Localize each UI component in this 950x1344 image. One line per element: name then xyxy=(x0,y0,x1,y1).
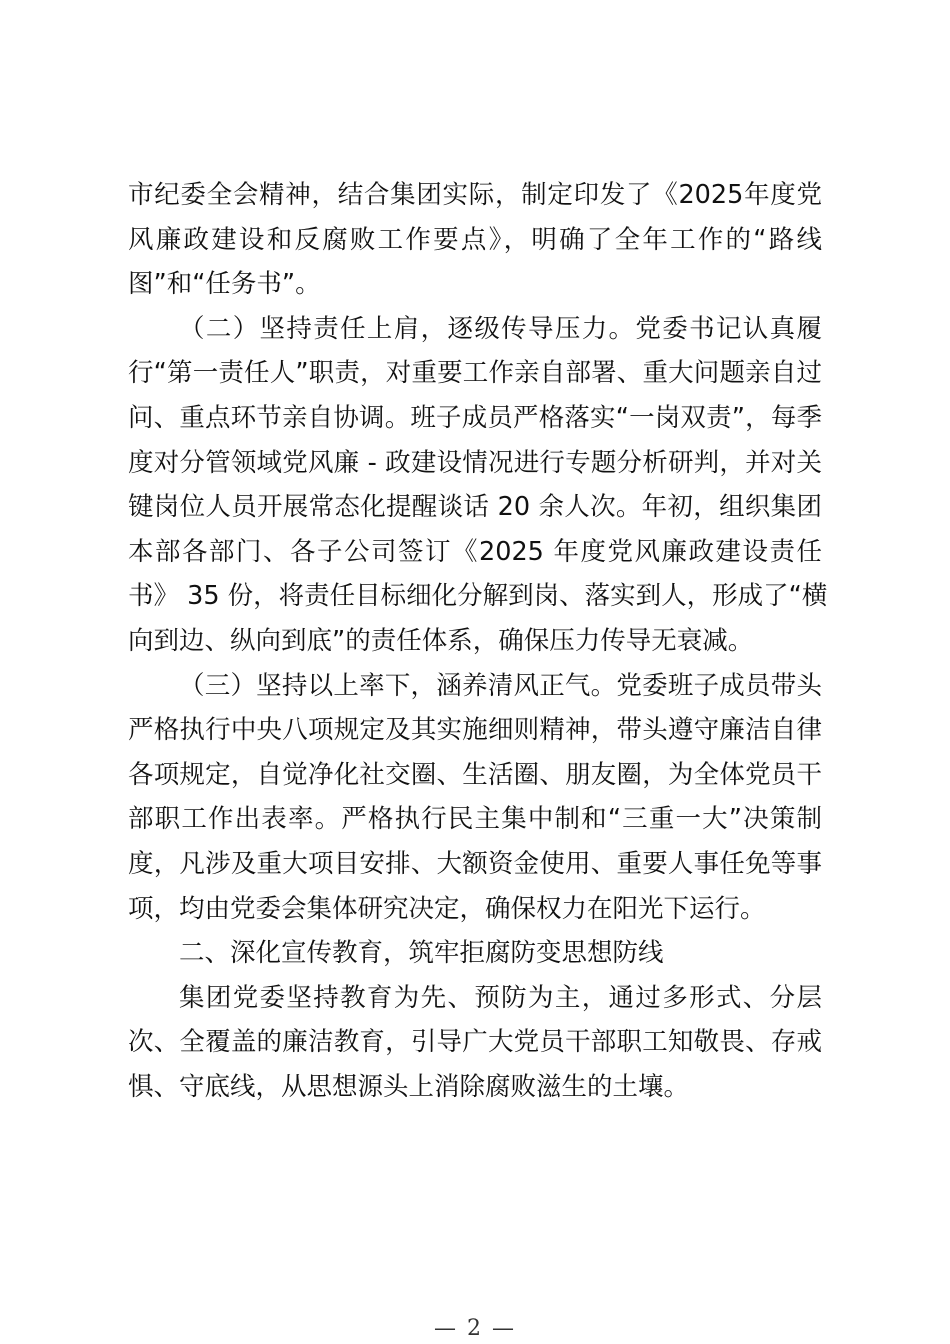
text-line: （二）坚持责任上肩，逐级传导压力。党委书记认真履 xyxy=(179,313,822,344)
text-line: 集团党委坚持教育为先、预防为主，通过多形式、分层 xyxy=(179,982,822,1013)
paragraph-p2 xyxy=(128,307,828,664)
text-line: 风廉政建设和反腐败工作要点》，明确了全年工作的“路线 xyxy=(128,224,822,255)
text-line: 惧、守底线，从思想源头上消除腐败滋生的土壤。 xyxy=(128,1071,690,1102)
text-line: 二、深化宣传教育，筑牢拒腐防变思想防线 xyxy=(179,938,664,969)
text-line: 项，均由党委会集体研究决定，确保权力在阳光下运行。 xyxy=(128,893,766,924)
text-line: 问、重点环节亲自协调。班子成员严格落实“一岗双责”，每季 xyxy=(128,402,822,433)
paragraph-p1 xyxy=(128,173,822,307)
text-line: 各项规定，自觉净化社交圈、生活圈、朋友圈，为全体党员干 xyxy=(128,759,822,790)
text-line: 键岗位人员开展常态化提醒谈话 20 余人次。年初，组织集团 xyxy=(128,492,822,523)
paragraph-p5 xyxy=(128,976,822,1110)
text-line: 图”和“任务书”。 xyxy=(128,269,321,300)
text-line: 市纪委全会精神，结合集团实际，制定印发了《2025年度党 xyxy=(128,180,822,210)
text-line: 次、全覆盖的廉洁教育，引导广大党员干部职工知敬畏、存戒 xyxy=(128,1027,822,1058)
paragraph-p4 xyxy=(128,931,822,976)
text-line: 度对分管领域党风廉 - 政建设情况进行专题分析研判，并对关 xyxy=(128,447,822,478)
text-line: （三）坚持以上率下，涵养清风正气。党委班子成员带头 xyxy=(179,670,822,701)
text-line: 部职工作出表率。严格执行民主集中制和“三重一大”决策制 xyxy=(128,804,822,835)
text-line: 向到边、纵向到底”的责任体系，确保压力传导无衰减。 xyxy=(128,625,754,656)
text-line: 行“第一责任人”职责，对重要工作亲自部署、重大问题亲自过 xyxy=(128,358,822,389)
text-line: 严格执行中央八项规定及其实施细则精神，带头遵守廉洁自律 xyxy=(128,715,822,746)
text-line: 本部各部门、各子公司签订《2025 年度党风廉政建设责任 xyxy=(128,536,822,567)
page-number: — 2 — xyxy=(434,1316,516,1341)
paragraph-p3 xyxy=(128,664,822,932)
text-line: 度，凡涉及重大项目安排、大额资金使用、重要人事任免等事 xyxy=(128,848,822,879)
text-line: 书》 35 份，将责任目标细化分解到岗、落实到人，形成了“横 xyxy=(128,581,828,612)
document-body xyxy=(128,173,828,1109)
